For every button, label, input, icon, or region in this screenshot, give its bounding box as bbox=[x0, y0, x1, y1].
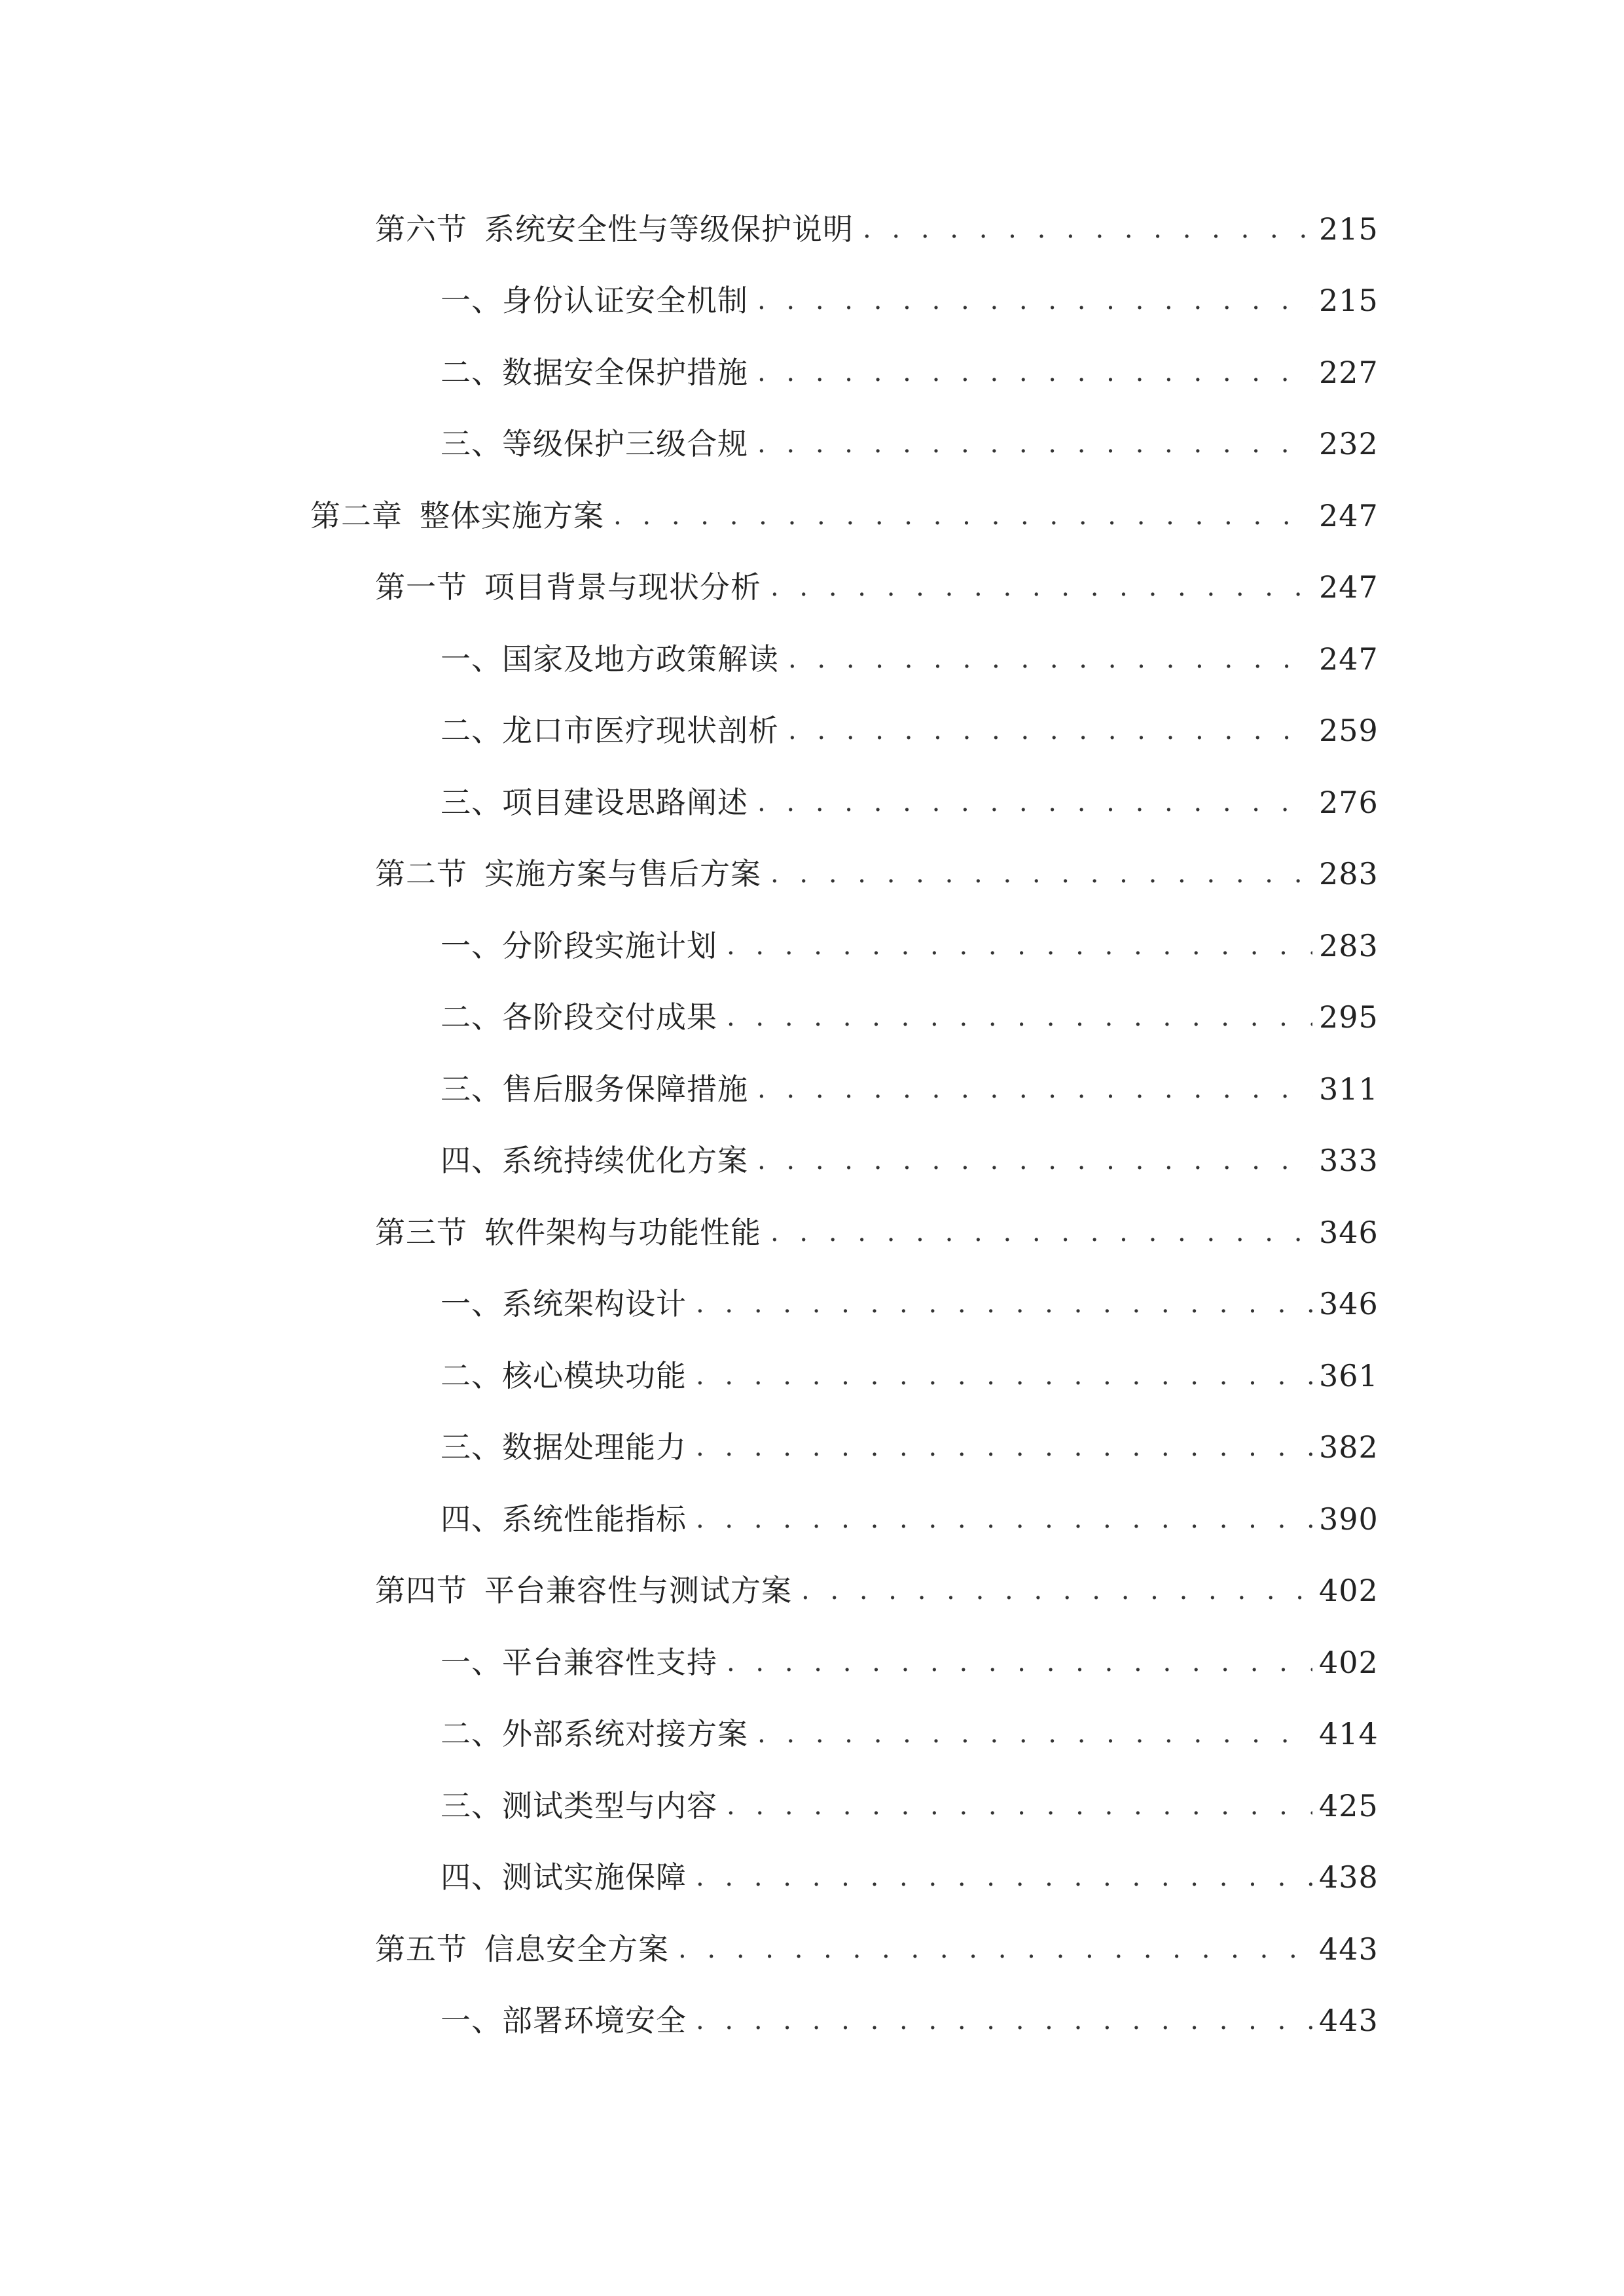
toc-section-entry[interactable] bbox=[0, 552, 1624, 624]
toc-entry-title: 测试实施保障 bbox=[502, 1859, 687, 1895]
toc-subsection-entry[interactable] bbox=[0, 623, 1624, 695]
toc-dot-leader bbox=[696, 1864, 1312, 1890]
toc-entry-number: 二、 bbox=[441, 713, 502, 749]
toc-subsection-entry[interactable] bbox=[0, 1698, 1624, 1770]
toc-entry-page-number: 382 bbox=[1319, 1429, 1379, 1465]
toc-entry-page-number: 232 bbox=[1319, 426, 1379, 462]
toc-entry-page-number: 215 bbox=[1319, 283, 1379, 319]
toc-subsection-entry[interactable] bbox=[0, 1626, 1624, 1698]
toc-subsection-entry[interactable] bbox=[0, 766, 1624, 838]
toc-entry-page-number: 390 bbox=[1319, 1501, 1379, 1537]
toc-dot-leader bbox=[727, 1649, 1312, 1676]
toc-dot-leader bbox=[770, 861, 1312, 887]
toc-subsection-entry[interactable] bbox=[0, 1412, 1624, 1484]
toc-dot-leader bbox=[788, 646, 1312, 672]
toc-entry-page-number: 227 bbox=[1319, 354, 1379, 390]
toc-entry-page-number: 215 bbox=[1319, 211, 1379, 247]
toc-entry-title: 测试类型与内容 bbox=[502, 1787, 717, 1823]
toc-entry-number: 三、 bbox=[441, 426, 502, 462]
toc-entry-title: 分阶段实施计划 bbox=[502, 927, 717, 963]
toc-entry-title: 项目背景与现状分析 bbox=[484, 569, 761, 605]
toc-entry-number: 二、 bbox=[441, 999, 502, 1035]
toc-dot-leader bbox=[678, 1936, 1312, 1962]
toc-entry-number: 二、 bbox=[441, 354, 502, 390]
toc-entry-number: 一、 bbox=[441, 1644, 502, 1680]
toc-entry-page-number: 414 bbox=[1319, 1716, 1379, 1752]
toc-entry-page-number: 361 bbox=[1319, 1357, 1379, 1393]
toc-entry-title: 平台兼容性与测试方案 bbox=[484, 1573, 792, 1609]
toc-subsection-entry[interactable] bbox=[0, 1268, 1624, 1340]
toc-entry-title: 信息安全方案 bbox=[484, 1931, 669, 1967]
toc-dot-leader bbox=[757, 1147, 1312, 1174]
toc-dot-leader bbox=[801, 1577, 1312, 1604]
toc-section-entry[interactable] bbox=[0, 193, 1624, 265]
toc-entry-title: 国家及地方政策解读 bbox=[502, 641, 779, 677]
toc-entry-title: 部署环境安全 bbox=[502, 2003, 687, 2039]
toc-dot-leader bbox=[696, 1291, 1312, 1317]
toc-subsection-entry[interactable] bbox=[0, 695, 1624, 767]
toc-subsection-entry[interactable] bbox=[0, 1340, 1624, 1412]
toc-dot-leader bbox=[696, 2007, 1312, 2034]
toc-section-entry[interactable] bbox=[0, 1196, 1624, 1268]
toc-entry-title: 系统性能指标 bbox=[502, 1501, 687, 1537]
toc-entry-title: 各阶段交付成果 bbox=[502, 999, 717, 1035]
toc-chapter-entry[interactable] bbox=[0, 480, 1624, 552]
toc-subsection-entry[interactable] bbox=[0, 1483, 1624, 1555]
toc-entry-page-number: 346 bbox=[1319, 1214, 1379, 1250]
toc-entry-title: 整体实施方案 bbox=[420, 497, 604, 533]
toc-entry-page-number: 425 bbox=[1319, 1787, 1379, 1823]
toc-entry-number: 二、 bbox=[441, 1357, 502, 1393]
toc-entry-number: 第二节 bbox=[375, 856, 467, 892]
toc-entry-page-number: 295 bbox=[1319, 999, 1379, 1035]
toc-subsection-entry[interactable] bbox=[0, 408, 1624, 480]
toc-entry-page-number: 283 bbox=[1319, 856, 1379, 892]
toc-entry-number: 第五节 bbox=[375, 1931, 467, 1967]
toc-entry-number: 第三节 bbox=[375, 1214, 467, 1250]
toc-entry-number: 一、 bbox=[441, 283, 502, 319]
toc-dot-leader bbox=[727, 1793, 1312, 1819]
toc-dot-leader bbox=[727, 1004, 1312, 1030]
toc-entry-page-number: 247 bbox=[1319, 569, 1379, 605]
toc-dot-leader bbox=[696, 1434, 1312, 1460]
toc-entry-title: 实施方案与售后方案 bbox=[484, 856, 761, 892]
toc-entry-page-number: 402 bbox=[1319, 1644, 1379, 1680]
toc-entry-title: 项目建设思路阐述 bbox=[502, 784, 748, 820]
toc-entry-title: 系统持续优化方案 bbox=[502, 1143, 748, 1179]
toc-entry-page-number: 259 bbox=[1319, 713, 1379, 749]
toc-entry-title: 龙口市医疗现状剖析 bbox=[502, 713, 779, 749]
toc-dot-leader bbox=[757, 789, 1312, 816]
table-of-contents bbox=[0, 193, 1624, 2056]
toc-entry-number: 四、 bbox=[441, 1859, 502, 1895]
toc-subsection-entry[interactable] bbox=[0, 265, 1624, 337]
toc-dot-leader bbox=[757, 287, 1312, 314]
toc-entry-number: 四、 bbox=[441, 1143, 502, 1179]
toc-entry-number: 一、 bbox=[441, 1286, 502, 1322]
toc-entry-page-number: 346 bbox=[1319, 1286, 1379, 1322]
toc-dot-leader bbox=[863, 216, 1312, 242]
toc-dot-leader bbox=[727, 933, 1312, 959]
toc-dot-leader bbox=[696, 1506, 1312, 1532]
toc-subsection-entry[interactable] bbox=[0, 982, 1624, 1054]
toc-entry-page-number: 443 bbox=[1319, 1931, 1379, 1967]
toc-subsection-entry[interactable] bbox=[0, 1125, 1624, 1197]
toc-entry-page-number: 247 bbox=[1319, 641, 1379, 677]
toc-entry-number: 三、 bbox=[441, 1787, 502, 1823]
toc-entry-title: 平台兼容性支持 bbox=[502, 1644, 717, 1680]
toc-dot-leader bbox=[770, 574, 1312, 600]
toc-entry-title: 数据安全保护措施 bbox=[502, 354, 748, 390]
toc-entry-title: 软件架构与功能性能 bbox=[484, 1214, 761, 1250]
toc-entry-number: 一、 bbox=[441, 641, 502, 677]
toc-entry-title: 售后服务保障措施 bbox=[502, 1071, 748, 1107]
toc-entry-number: 第一节 bbox=[375, 569, 467, 605]
toc-entry-page-number: 438 bbox=[1319, 1859, 1379, 1895]
toc-dot-leader bbox=[788, 717, 1312, 744]
toc-entry-title: 外部系统对接方案 bbox=[502, 1716, 748, 1752]
toc-entry-number: 第四节 bbox=[375, 1573, 467, 1609]
toc-entry-page-number: 283 bbox=[1319, 927, 1379, 963]
toc-entry-page-number: 443 bbox=[1319, 2003, 1379, 2039]
toc-dot-leader bbox=[757, 1721, 1312, 1747]
toc-dot-leader bbox=[696, 1363, 1312, 1389]
toc-dot-leader bbox=[757, 431, 1312, 457]
toc-subsection-entry[interactable] bbox=[0, 910, 1624, 982]
toc-entry-number: 第二章 bbox=[310, 497, 403, 533]
toc-dot-leader bbox=[770, 1219, 1312, 1246]
toc-section-entry[interactable] bbox=[0, 1913, 1624, 1985]
toc-entry-title: 身份认证安全机制 bbox=[502, 283, 748, 319]
toc-section-entry[interactable] bbox=[0, 838, 1624, 910]
toc-entry-page-number: 247 bbox=[1319, 497, 1379, 533]
toc-entry-number: 第六节 bbox=[375, 211, 467, 247]
toc-entry-number: 一、 bbox=[441, 927, 502, 963]
toc-entry-page-number: 402 bbox=[1319, 1573, 1379, 1609]
toc-subsection-entry[interactable] bbox=[0, 1985, 1624, 2057]
toc-entry-title: 核心模块功能 bbox=[502, 1357, 687, 1393]
toc-entry-number: 二、 bbox=[441, 1716, 502, 1752]
toc-entry-page-number: 276 bbox=[1319, 784, 1379, 820]
toc-dot-leader bbox=[613, 503, 1312, 529]
toc-dot-leader bbox=[757, 1076, 1312, 1102]
toc-entry-title: 系统安全性与等级保护说明 bbox=[484, 211, 854, 247]
toc-entry-number: 三、 bbox=[441, 1071, 502, 1107]
toc-entry-number: 一、 bbox=[441, 2003, 502, 2039]
toc-entry-number: 三、 bbox=[441, 784, 502, 820]
toc-entry-page-number: 333 bbox=[1319, 1143, 1379, 1179]
toc-dot-leader bbox=[757, 359, 1312, 386]
toc-entry-title: 等级保护三级合规 bbox=[502, 426, 748, 462]
toc-entry-title: 数据处理能力 bbox=[502, 1429, 687, 1465]
toc-subsection-entry[interactable] bbox=[0, 1053, 1624, 1125]
toc-entry-number: 四、 bbox=[441, 1501, 502, 1537]
toc-entry-title: 系统架构设计 bbox=[502, 1286, 687, 1322]
toc-entry-number: 三、 bbox=[441, 1429, 502, 1465]
toc-section-entry[interactable] bbox=[0, 1555, 1624, 1627]
toc-entry-page-number: 311 bbox=[1319, 1071, 1379, 1107]
toc-subsection-entry[interactable] bbox=[0, 1770, 1624, 1842]
toc-subsection-entry[interactable] bbox=[0, 336, 1624, 408]
toc-subsection-entry[interactable] bbox=[0, 1842, 1624, 1914]
